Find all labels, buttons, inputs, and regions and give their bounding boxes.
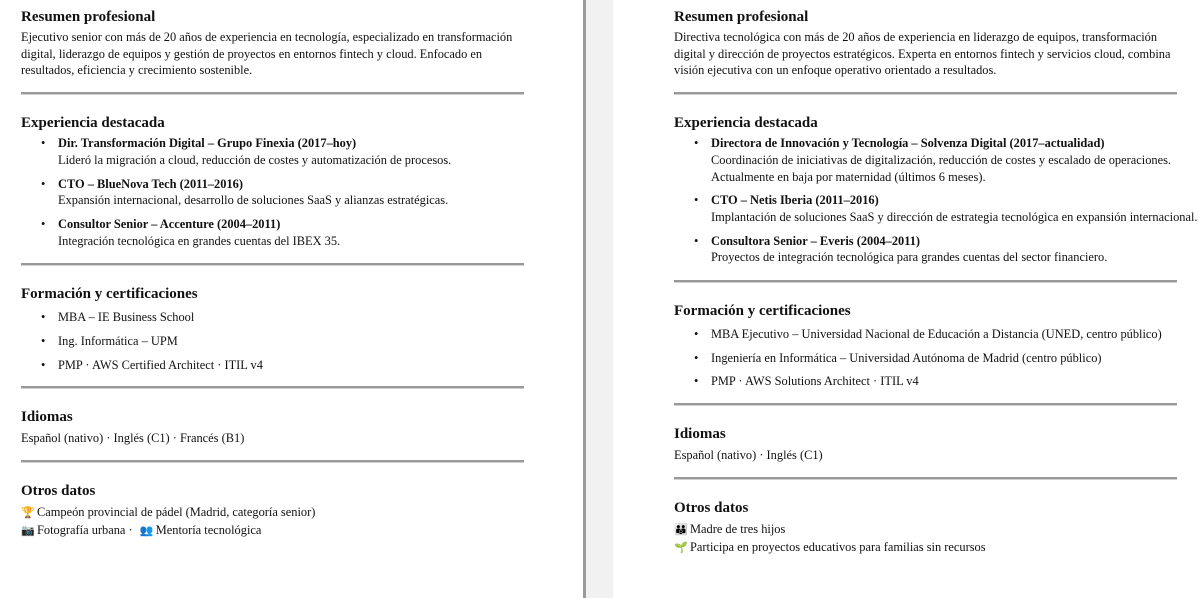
summary-text: Ejecutivo senior con más de 20 años de experiencia en tecnología, especializado en transformación digital, liderazgo de equipos y gestión de proyectos en entornos fintech y cloud. Enfocado en resultados, eficiencia y crecimiento sostenible. <box>21 30 513 78</box>
experience-item: • CTO – Netis Iberia (2011–2016) Implantación de soluciones SaaS y dirección de estrategia tecnológica en expansión internacional. <box>694 193 1198 224</box>
education-item: • MBA Ejecutivo – Universidad Nacional de Educación a Distancia (UNED, centro público) <box>694 327 1162 342</box>
other-line: 👪 Madre de tres hijos <box>674 521 1199 539</box>
other-line: 🏆 Campeón provincial de pádel (Madrid, categoría senior) <box>21 504 583 522</box>
summary-text: Directiva tecnológica con más de 20 años de experiencia en liderazgo de equipos, transformación digital y dirección de proyectos estratégicos. Experta en entornos fintech y servicios cloud, combina visión ejecutiva con un enfoque operativo orientado a resultados. <box>674 30 1171 78</box>
seedling-icon: 🌱 <box>674 540 688 554</box>
education-item: • MBA – IE Business School <box>41 310 195 325</box>
left-resume-panel <box>0 0 583 598</box>
experience-list <box>21 135 583 249</box>
languages-text: Español (nativo) · Inglés (C1) · Francés (B1) <box>21 431 245 446</box>
education-heading: Formación y certificaciones <box>674 303 851 320</box>
education-list <box>21 309 583 373</box>
languages-heading: Idiomas <box>674 426 726 443</box>
camera-icon: 📷 <box>21 523 35 537</box>
education-item: • Ing. Informática – UPM <box>41 334 178 349</box>
experience-desc: Coordinación de iniciativas de digitalización, reducción de costes y escalado de operaciones. Actualmente en baja por maternidad (últimos 6 meses). <box>711 152 1172 184</box>
experience-role: Consultor Senior – Accenture (2004–2011) <box>58 216 281 231</box>
people-icon: 👥 <box>139 523 154 537</box>
other-heading: Otros datos <box>21 483 96 500</box>
education-heading: Formación y certificaciones <box>21 286 198 303</box>
experience-heading: Experiencia destacada <box>21 115 165 132</box>
experience-list <box>674 135 1199 266</box>
experience-role: CTO – Netis Iberia (2011–2016) <box>711 193 879 208</box>
experience-desc: Implantación de soluciones SaaS y dirección de estrategia tecnológica en expansión internacional. <box>711 209 1198 224</box>
experience-role: Consultora Senior – Everis (2004–2011) <box>711 233 921 248</box>
experience-role: Directora de Innovación y Tecnología – Solvenza Digital (2017–actualidad) <box>711 136 1105 151</box>
experience-item: • Consultora Senior – Everis (2004–2011) Proyectos de integración tecnológica para grandes cuentas del sector financiero. <box>674 233 1199 266</box>
other-heading: Otros datos <box>674 499 749 516</box>
experience-item: • Dir. Transformación Digital – Grupo Finexia (2017–hoy) Lideró la migración a cloud, reducción de costes y automatización de procesos. <box>21 135 583 168</box>
experience-desc: Proyectos de integración tecnológica para grandes cuentas del sector financiero. <box>711 250 1108 265</box>
experience-role: Dir. Transformación Digital – Grupo Finexia (2017–hoy) <box>58 136 357 151</box>
languages-text: Español (nativo) · Inglés (C1) <box>674 448 823 463</box>
summary-heading: Resumen profesional <box>674 9 809 25</box>
experience-item: • CTO – BlueNova Tech (2011–2016) Expansión internacional, desarrollo de soluciones SaaS y alianzas estratégicas. <box>21 176 583 209</box>
family-icon: 👪 <box>674 522 688 536</box>
experience-item: • Directora de Innovación y Tecnología – Solvenza Digital (2017–actualidad) Coordinación de iniciativas de digitalización, reducción de costes y escalado de operaciones. Actualmente en baja por maternidad (últimos 6 meses). <box>674 135 1199 185</box>
experience-heading: Experiencia destacada <box>674 115 818 132</box>
experience-desc: Integración tecnológica en grandes cuentas del IBEX 35. <box>58 233 341 248</box>
languages-heading: Idiomas <box>21 409 73 426</box>
right-resume-panel <box>613 0 1199 598</box>
experience-desc: Lideró la migración a cloud, reducción de costes y automatización de procesos. <box>58 152 452 167</box>
experience-role: CTO – BlueNova Tech (2011–2016) <box>58 176 243 191</box>
education-item: • PMP · AWS Certified Architect · ITIL v4 <box>41 357 263 372</box>
other-line: 📷 Fotografía urbana · 👥 Mentoría tecnológica <box>21 522 583 540</box>
summary-heading: Resumen profesional <box>21 9 156 25</box>
education-item: • PMP · AWS Solutions Architect · ITIL v4 <box>694 374 919 389</box>
education-list <box>674 326 1199 390</box>
experience-desc: Expansión internacional, desarrollo de soluciones SaaS y alianzas estratégicas. <box>58 193 449 208</box>
trophy-icon: 🏆 <box>21 506 35 520</box>
panel-divider <box>583 0 613 598</box>
education-item: • Ingeniería en Informática – Universidad Autónoma de Madrid (centro público) <box>694 350 1102 365</box>
other-line: 🌱 Participa en proyectos educativos para familias sin recursos <box>674 539 1199 557</box>
experience-item: • Consultor Senior – Accenture (2004–2011) Integración tecnológica en grandes cuentas del IBEX 35. <box>21 216 583 249</box>
